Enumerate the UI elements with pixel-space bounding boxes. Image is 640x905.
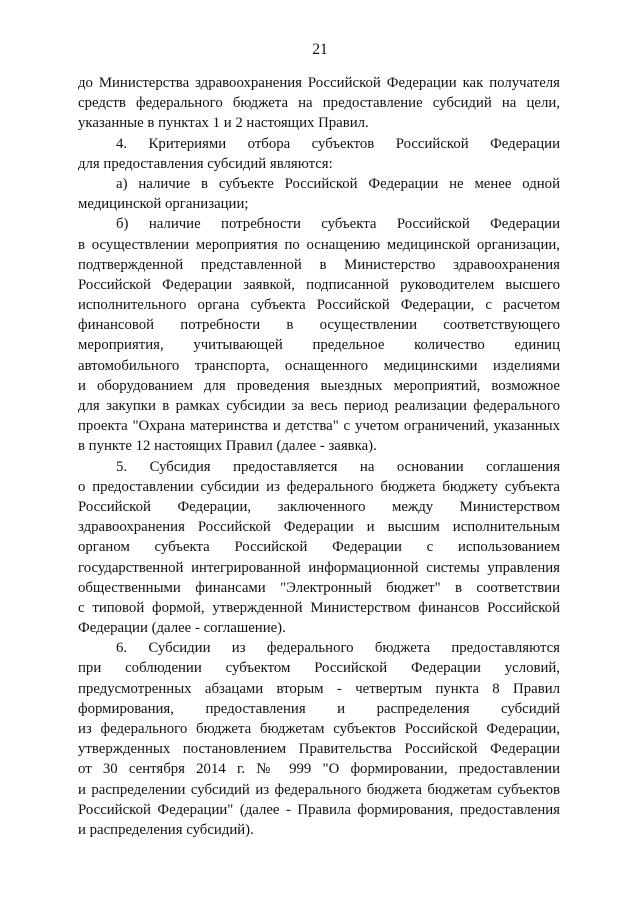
text-line: и оборудованием для проведения выездных мероприятий, возможное	[78, 377, 560, 394]
text-line: подтвержденной представленной в Министерство здравоохранения	[78, 256, 560, 273]
text-line: а) наличие в субъекте Российской Федерации не менее одной	[116, 175, 560, 192]
text-line: финансовой потребности в осуществлении соответствующего	[78, 317, 560, 334]
text-line: здравоохранения Российской Федерации и высшим исполнительным	[78, 519, 560, 536]
paragraph	[78, 134, 560, 174]
paragraph	[78, 457, 560, 639]
text-line: Российской Федерации заявкой, подписанной руководителем высшего	[78, 276, 560, 293]
paragraph	[78, 73, 560, 134]
text-line: проекта "Охрана материнства и детства" с учетом ограничений, указанных	[78, 418, 560, 435]
text-line: Федерации (далее - соглашение).	[78, 620, 286, 637]
paragraph	[78, 174, 560, 214]
text-line: предусмотренных абзацами вторым - четвертым пункта 8 Правил	[78, 680, 560, 697]
text-line: формирования, предоставления и распределения субсидий	[78, 700, 560, 717]
text-line: и распределении субсидий из федерального бюджета бюджетам субъектов	[78, 781, 560, 798]
text-line: о предоставлении субсидии из федерального бюджета бюджету субъекта	[78, 478, 560, 495]
text-line: из федерального бюджета бюджетам субъектов Российской Федерации,	[78, 721, 560, 737]
document-body	[78, 73, 560, 840]
text-line: 6. Субсидии из федерального бюджета предоставляются	[116, 640, 560, 657]
text-line: средств федерального бюджета на предоставление субсидий на цели,	[78, 95, 560, 112]
text-line: государственной интегрированной информационной системы управления	[78, 559, 560, 576]
text-line: указанные в пунктах 1 и 2 настоящих Правил.	[78, 115, 369, 132]
text-line: в пункте 12 настоящих Правил (далее - заявка).	[78, 438, 377, 455]
text-line: до Министерства здравоохранения Российской Федерации как получателя	[78, 75, 560, 91]
text-line: Российской Федерации" (далее - Правила формирования, предоставления	[78, 801, 560, 818]
text-line: утвержденных постановлением Правительства Российской Федерации	[78, 741, 560, 758]
text-line: исполнительного органа субъекта Российской Федерации, с расчетом	[78, 297, 560, 314]
paragraph	[78, 214, 560, 456]
text-line: в осуществлении мероприятия по оснащению медицинской организации,	[78, 236, 560, 253]
text-line: при соблюдении субъектом Российской Федерации условий,	[78, 660, 560, 677]
text-line: автомобильного транспорта, оснащенного медицинскими изделиями	[78, 357, 560, 374]
text-line: 5. Субсидия предоставляется на основании соглашения	[116, 458, 560, 475]
text-line: для предоставления субсидий являются:	[78, 155, 333, 172]
text-line: органом субъекта Российской Федерации с использованием	[78, 539, 560, 556]
text-line: мероприятия, учитывающей предельное количество единиц	[78, 337, 560, 354]
text-line: Российской Федерации, заключенного между Министерством	[78, 498, 560, 515]
text-line: медицинской организации;	[78, 196, 249, 213]
text-line: от 30 сентября 2014 г. № 999 "О формировании, предоставлении	[78, 761, 560, 778]
text-line: для закупки в рамках субсидии за весь период реализации федерального	[78, 398, 560, 414]
text-line: общественными финансами "Электронный бюджет" в соответствии	[78, 579, 560, 596]
page-number: 21	[312, 41, 328, 58]
text-line: с типовой формой, утвержденной Министерством финансов Российской	[78, 599, 560, 616]
text-line: 4. Критериями отбора субъектов Российской Федерации	[116, 135, 560, 152]
text-line: б) наличие потребности субъекта Российской Федерации	[116, 216, 560, 233]
paragraph	[78, 638, 560, 840]
text-line: и распределения субсидий).	[78, 821, 254, 838]
